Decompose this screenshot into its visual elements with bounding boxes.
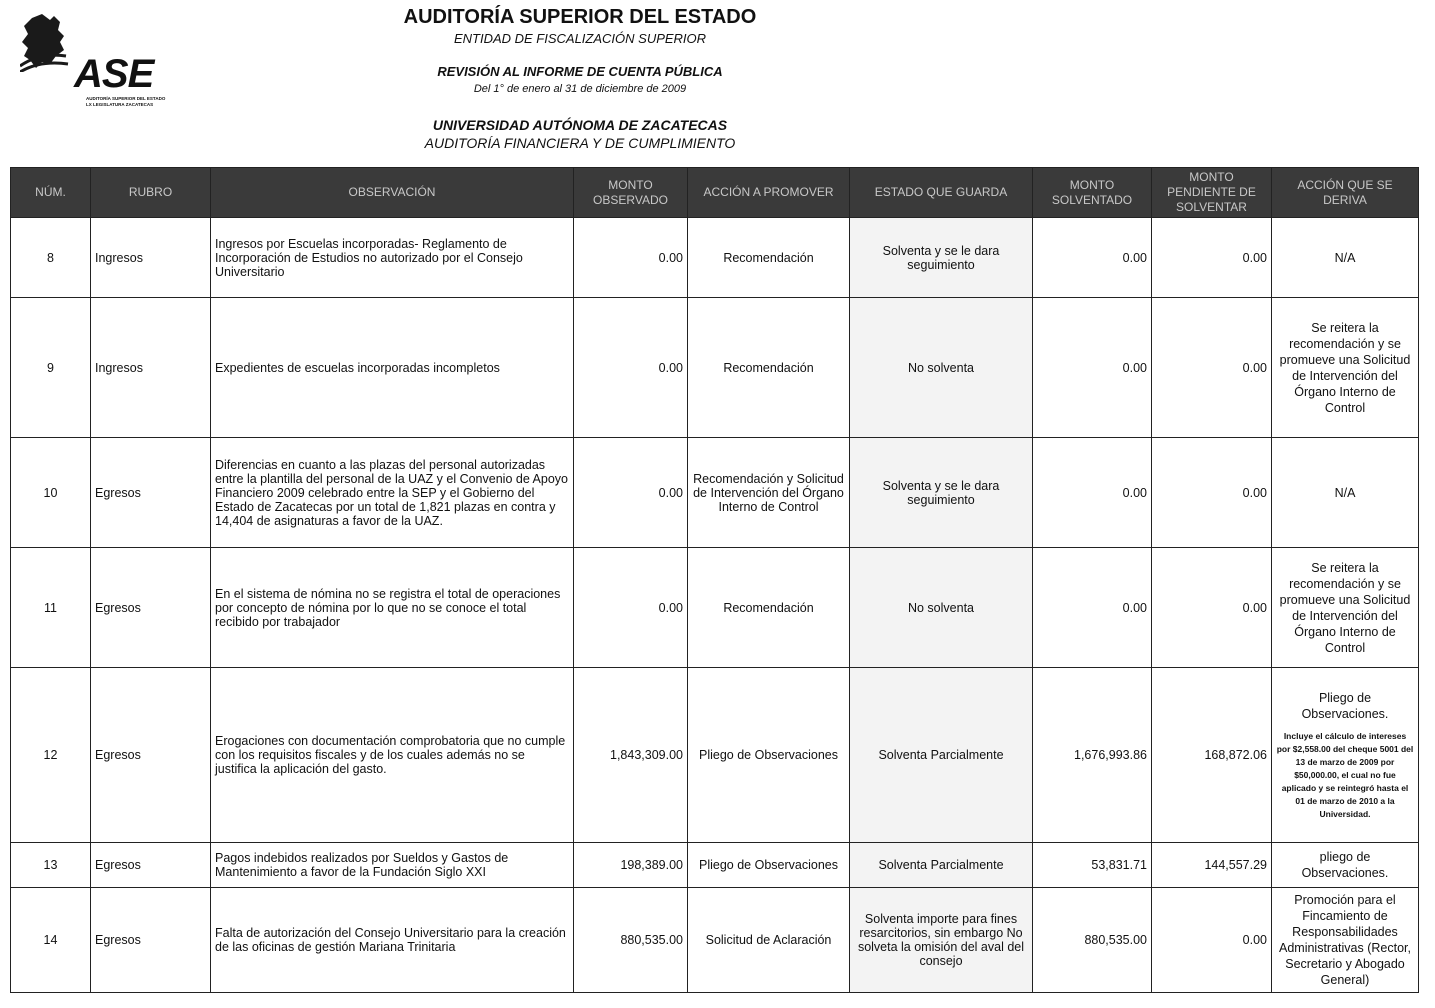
row-estado: Solventa y se le dara seguimiento — [850, 438, 1033, 548]
row-rubro: Ingresos — [91, 218, 211, 298]
row-accion-deriva-text: Promoción para el Fincamiento de Responsabilidades Administrativas (Rector, Secretario y Abogado General) — [1279, 893, 1411, 987]
row-estado: No solventa — [850, 298, 1033, 438]
row-rubro: Egresos — [91, 548, 211, 668]
col-accion-deriva: ACCIÓN QUE SE DERIVA — [1272, 168, 1419, 218]
row-accion-deriva — [1272, 548, 1419, 668]
row-monto-pendiente: 168,872.06 — [1152, 668, 1272, 843]
row-num: 14 — [11, 888, 91, 993]
row-observacion: En el sistema de nómina no se registra el total de operaciones por concepto de nómina por lo que no se conoce el total recibido por trabajador — [211, 548, 574, 668]
col-monto-pendiente: MONTO PENDIENTE DE SOLVENTAR — [1152, 168, 1272, 218]
row-rubro: Egresos — [91, 888, 211, 993]
row-monto-solventado: 0.00 — [1033, 548, 1152, 668]
row-num: 8 — [11, 218, 91, 298]
col-accion-promover: ACCIÓN A PROMOVER — [688, 168, 850, 218]
row-monto-observado: 0.00 — [574, 218, 688, 298]
row-monto-observado: 0.00 — [574, 548, 688, 668]
row-observacion: Diferencias en cuanto a las plazas del personal autorizadas entre la plantilla del personal de la UAZ y el Convenio de Apoyo Financiero 2009 celebrado entre la SEP y el Gobierno del Estado de Zacatecas por un total de 1,821 plazas en contra y 14,404 de asignaturas a favor de la UAZ. — [211, 438, 574, 548]
row-observacion: Ingresos por Escuelas incorporadas- Reglamento de Incorporación de Estudios no autorizado por el Consejo Universitario — [211, 218, 574, 298]
row-accion-deriva — [1272, 438, 1419, 548]
col-num: NÚM. — [11, 168, 91, 218]
row-accion-deriva-text: N/A — [1334, 485, 1356, 500]
row-monto-observado: 0.00 — [574, 438, 688, 548]
row-monto-observado: 0.00 — [574, 298, 688, 438]
row-monto-observado: 198,389.00 — [574, 843, 688, 888]
table-row — [11, 843, 1419, 888]
table-row — [11, 668, 1419, 843]
row-num: 10 — [11, 438, 91, 548]
row-rubro: Egresos — [91, 668, 211, 843]
table-row — [11, 888, 1419, 993]
table-row — [11, 548, 1419, 668]
row-accion-deriva — [1272, 843, 1419, 888]
page-title: AUDITORÍA SUPERIOR DEL ESTADO — [403, 6, 757, 28]
table-row — [11, 298, 1419, 438]
review-period: Del 1° de enero al 31 de diciembre de 2009 — [473, 83, 687, 95]
row-estado: Solventa Parcialmente — [850, 843, 1033, 888]
ase-logo — [20, 12, 170, 107]
row-monto-pendiente: 144,557.29 — [1152, 843, 1272, 888]
row-accion-deriva-text: Se reitera la recomendación y se promueve una Solicitud de Intervención del Órgano Interno de Control — [1279, 320, 1411, 415]
row-monto-solventado: 0.00 — [1033, 438, 1152, 548]
table-header-row — [11, 168, 1419, 218]
table-row — [11, 218, 1419, 298]
col-estado: ESTADO QUE GUARDA — [850, 168, 1033, 218]
row-num: 9 — [11, 298, 91, 438]
row-estado: Solventa importe para fines resarcitorios, sin embargo No solveta la omisión del aval del consejo — [850, 888, 1033, 993]
col-rubro: RUBRO — [91, 168, 211, 218]
row-observacion: Expedientes de escuelas incorporadas incompletos — [211, 298, 574, 438]
row-monto-solventado: 880,535.00 — [1033, 888, 1152, 993]
zacatecas-map-icon — [20, 12, 80, 72]
row-num: 11 — [11, 548, 91, 668]
row-accion-deriva — [1272, 298, 1419, 438]
row-monto-observado: 1,843,309.00 — [574, 668, 688, 843]
row-accion: Pliego de Observaciones — [688, 843, 850, 888]
row-accion: Recomendación — [688, 298, 850, 438]
row-num: 12 — [11, 668, 91, 843]
row-monto-solventado: 0.00 — [1033, 298, 1152, 438]
row-rubro: Egresos — [91, 843, 211, 888]
row-accion: Recomendación — [688, 218, 850, 298]
row-monto-observado: 880,535.00 — [574, 888, 688, 993]
row-observacion: Pagos indebidos realizados por Sueldos y Gastos de Mantenimiento a favor de la Fundación Siglo XXI — [211, 843, 574, 888]
col-observacion: OBSERVACIÓN — [211, 168, 574, 218]
row-accion: Pliego de Observaciones — [688, 668, 850, 843]
row-monto-solventado: 53,831.71 — [1033, 843, 1152, 888]
row-accion-deriva-text: pliego de Observaciones. — [1301, 850, 1389, 880]
row-accion-deriva-text: Pliego de Observaciones. — [1301, 690, 1389, 721]
col-monto-solventado: MONTO SOLVENTADO — [1033, 168, 1152, 218]
row-observacion: Falta de autorización del Consejo Universitario para la creación de las oficinas de gestión Mariana Trinitaria — [211, 888, 574, 993]
row-monto-pendiente: 0.00 — [1152, 438, 1272, 548]
page-subtitle: ENTIDAD DE FISCALIZACIÓN SUPERIOR — [453, 31, 707, 46]
row-accion-deriva-note: Incluye el cálculo de intereses por $2,558.00 del cheque 5001 del 13 de marzo de 2009 por $50,000.00, el cual no fue aplicado y se reintegró hasta el 01 de marzo de 2010 a la Universidad. — [1276, 730, 1414, 819]
logo-text: ASE — [74, 52, 154, 96]
row-accion-deriva — [1272, 888, 1419, 993]
row-monto-pendiente: 0.00 — [1152, 548, 1272, 668]
row-rubro: Egresos — [91, 438, 211, 548]
logo-subtext: AUDITORÍA SUPERIOR DEL ESTADO — [86, 96, 166, 101]
table-row — [11, 438, 1419, 548]
row-accion-deriva-text: Se reitera la recomendación y se promueve una Solicitud de Intervención del Órgano Interno de Control — [1279, 560, 1411, 655]
review-title: REVISIÓN AL INFORME DE CUENTA PÚBLICA — [437, 64, 723, 79]
entity-name: UNIVERSIDAD AUTÓNOMA DE ZACATECAS — [432, 117, 728, 133]
row-accion-deriva — [1272, 668, 1419, 843]
row-accion-deriva-text: N/A — [1334, 250, 1356, 265]
row-monto-pendiente: 0.00 — [1152, 888, 1272, 993]
col-monto-observado: MONTO OBSERVADO — [574, 168, 688, 218]
row-accion: Solicitud de Aclaración — [688, 888, 850, 993]
row-rubro: Ingresos — [91, 298, 211, 438]
row-num: 13 — [11, 843, 91, 888]
row-monto-solventado: 0.00 — [1033, 218, 1152, 298]
row-estado: No solventa — [850, 548, 1033, 668]
audit-type: AUDITORÍA FINANCIERA Y DE CUMPLIMIENTO — [424, 135, 736, 151]
row-accion-deriva — [1272, 218, 1419, 298]
row-estado: Solventa Parcialmente — [850, 668, 1033, 843]
row-monto-solventado: 1,676,993.86 — [1033, 668, 1152, 843]
row-monto-pendiente: 0.00 — [1152, 218, 1272, 298]
row-accion: Recomendación — [688, 548, 850, 668]
row-accion: Recomendación y Solicitud de Intervención del Órgano Interno de Control — [688, 438, 850, 548]
observations-table — [10, 167, 1419, 993]
row-monto-pendiente: 0.00 — [1152, 298, 1272, 438]
logo-subtext-2: LX LEGISLATURA ZACATECAS — [86, 102, 154, 107]
row-estado: Solventa y se le dara seguimiento — [850, 218, 1033, 298]
row-observacion: Erogaciones con documentación comprobatoria que no cumple con los requisitos fiscales y de los cuales además no se justifica la aplicación del gasto. — [211, 668, 574, 843]
